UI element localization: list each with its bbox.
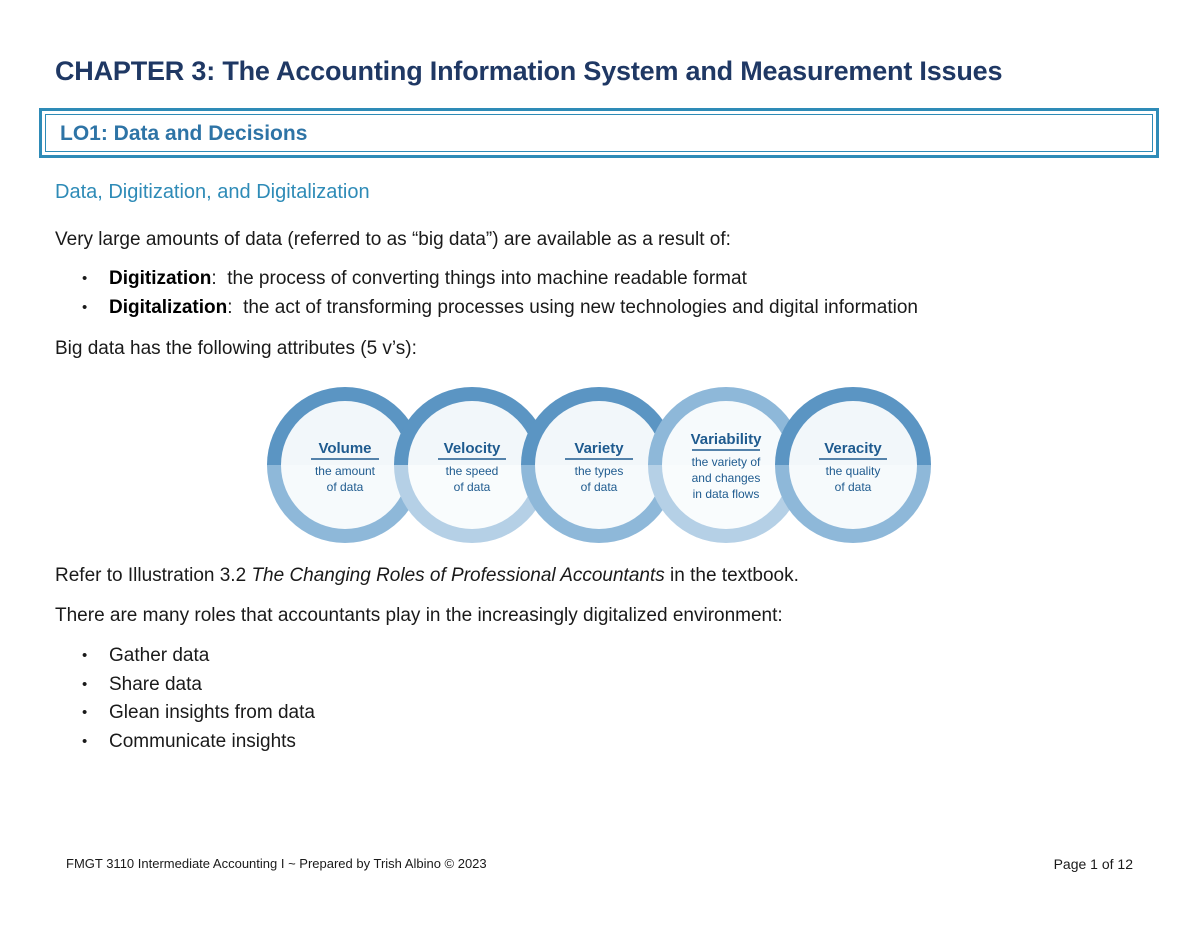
v-description-line: and changes <box>691 471 761 485</box>
v-title: Velocity <box>443 440 501 457</box>
bullet-icon: • <box>82 732 88 750</box>
list-item <box>80 265 918 294</box>
role-text: Communicate insights <box>109 730 296 752</box>
illustration-title: The Changing Roles of Professional Accountants <box>251 565 665 586</box>
list-item <box>80 728 315 757</box>
footer-left: FMGT 3110 Intermediate Accounting I ~ Prepared by Trish Albino © 2023 <box>66 856 487 871</box>
definition-colon: : <box>227 296 233 318</box>
section-heading: Data, Digitization, and Digitalization <box>55 181 370 203</box>
list-item <box>80 699 315 728</box>
five-vs-diagram <box>265 386 935 546</box>
v-description-line: the types <box>574 464 624 478</box>
chapter-title: CHAPTER 3: The Accounting Information System and Measurement Issues <box>55 56 1003 86</box>
v-description-line: of data <box>326 480 364 494</box>
definition-text: the process of converting things into machine readable format <box>216 268 747 289</box>
definitions-list <box>80 265 918 322</box>
v-title: Veracity <box>824 440 882 457</box>
attributes-intro: Big data has the following attributes (5 v’s): <box>55 338 417 359</box>
v-description-line: the quality <box>825 464 881 478</box>
v-description-line: of data <box>580 480 618 494</box>
bullet-icon: • <box>82 675 88 693</box>
list-item <box>80 642 315 671</box>
bullet-icon: • <box>82 647 88 664</box>
bullet-icon: • <box>82 270 88 287</box>
v-title: Variability <box>690 431 762 448</box>
v-title: Volume <box>318 440 372 457</box>
role-text: Gather data <box>109 645 210 666</box>
v-description-line: the amount <box>314 464 376 478</box>
role-text: Share data <box>109 673 202 695</box>
list-item <box>80 294 918 323</box>
role-text: Glean insights from data <box>109 702 315 723</box>
lo-title: LO1: Data and Decisions <box>60 122 308 145</box>
roles-intro: There are many roles that accountants play in the increasingly digitalized environment: <box>55 605 783 626</box>
bullet-icon: • <box>82 298 88 316</box>
refer-paragraph <box>55 565 799 587</box>
page-number: Page 1 of 12 <box>1053 856 1133 872</box>
v-description-line: of data <box>834 480 872 494</box>
v-description-line: in data flows <box>692 487 760 501</box>
lo-heading-inner-border <box>45 114 1153 152</box>
bullet-icon: • <box>82 704 88 721</box>
v-description-line: the speed <box>445 464 499 478</box>
definition-term: Digitalization <box>109 296 228 318</box>
roles-list <box>80 642 315 756</box>
intro-paragraph: Very large amounts of data (referred to as “big data”) are available as a result of: <box>55 229 731 250</box>
refer-text-before: Refer to Illustration 3.2 <box>55 565 252 586</box>
definition-term: Digitization <box>109 268 212 289</box>
definition-text: the act of transforming processes using new technologies and digital information <box>232 296 918 318</box>
v-title: Variety <box>574 440 624 457</box>
refer-text-after: in the textbook. <box>664 565 799 586</box>
v-description-line: of data <box>453 480 491 494</box>
list-item <box>80 671 315 700</box>
v-description-line: the variety of <box>691 455 761 469</box>
lo-heading-box <box>39 108 1159 158</box>
definition-colon: : <box>211 268 217 289</box>
